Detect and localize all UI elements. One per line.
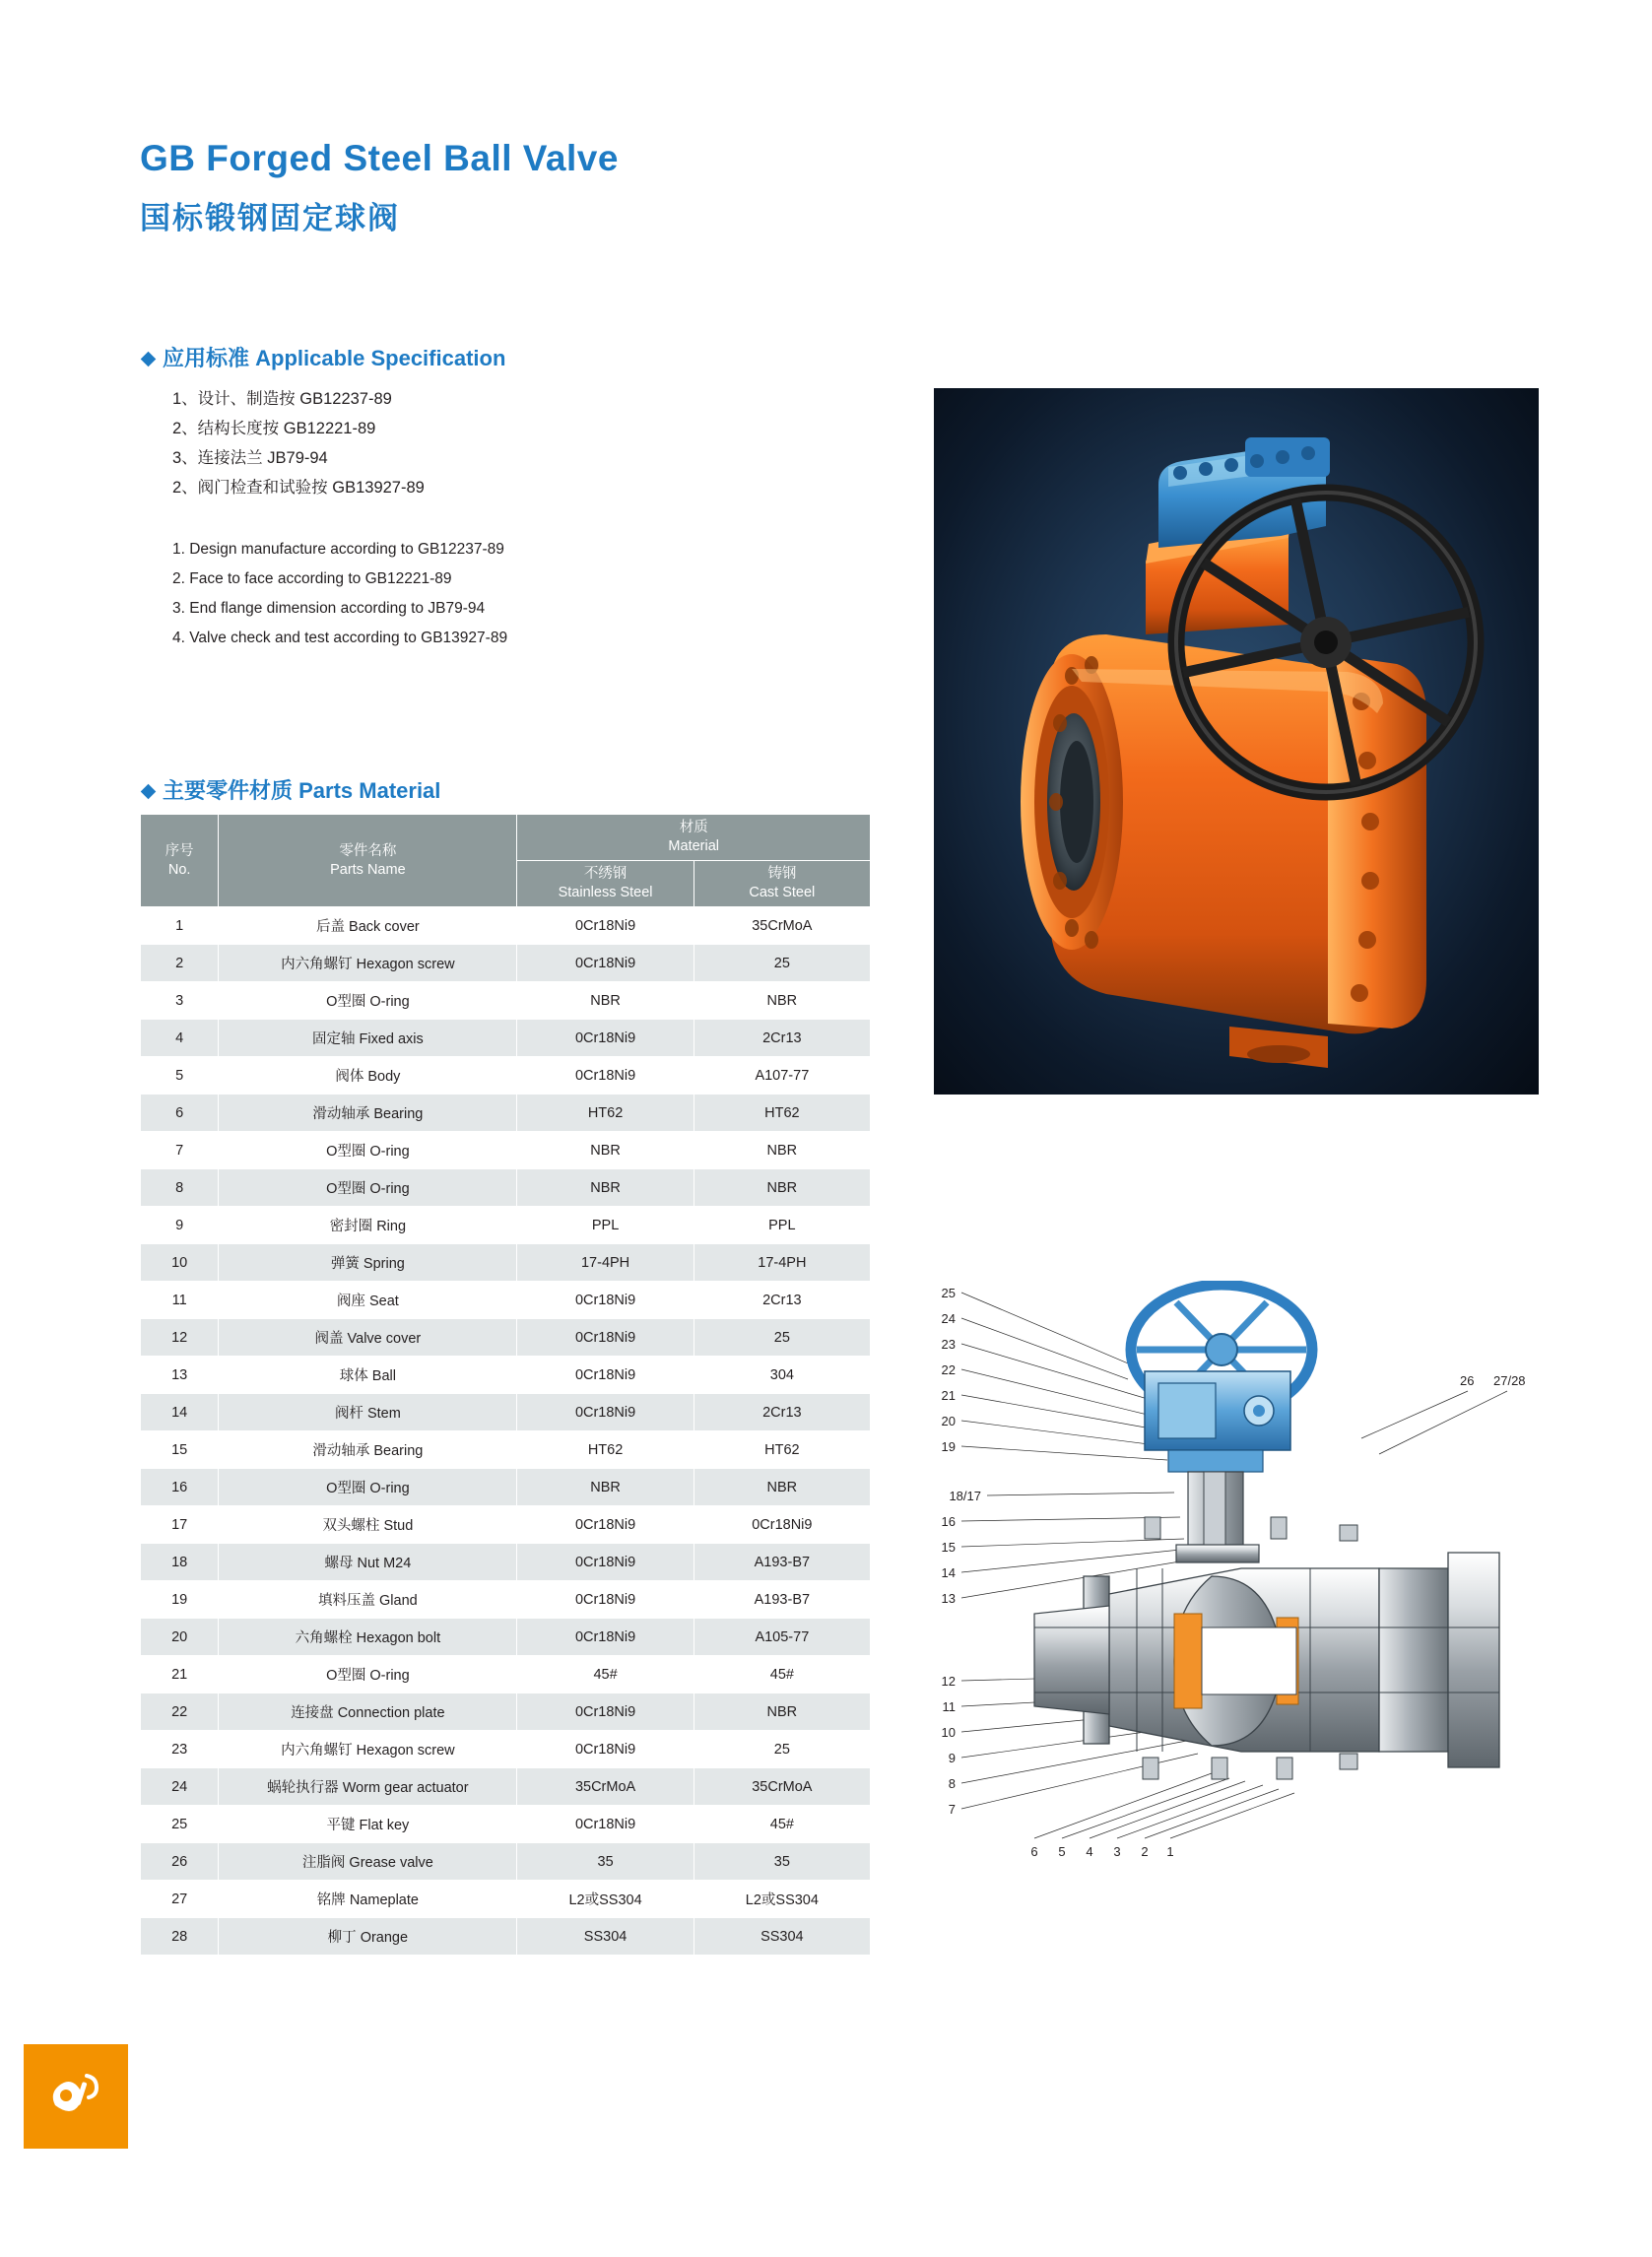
svg-text:24: 24	[941, 1311, 956, 1326]
valve-cutaway-drawing	[916, 1281, 1547, 1901]
header-parts-name: 零件名称 Parts Name	[219, 815, 517, 907]
cell-no: 19	[141, 1581, 219, 1619]
cell-no: 6	[141, 1095, 219, 1132]
cell-parts-name: 连接盘 Connection plate	[219, 1693, 517, 1731]
table-row	[141, 1806, 871, 1843]
cell-no: 28	[141, 1918, 219, 1956]
cell-no: 21	[141, 1656, 219, 1693]
table-row	[141, 1469, 871, 1506]
cell-parts-name: 阀杆 Stem	[219, 1394, 517, 1431]
diamond-bullet-icon	[141, 784, 157, 800]
cell-cast-steel: 304	[694, 1357, 870, 1394]
svg-text:14: 14	[941, 1565, 956, 1580]
cell-no: 13	[141, 1357, 219, 1394]
cell-no: 14	[141, 1394, 219, 1431]
section-heading-specification	[143, 342, 505, 372]
cell-cast-steel: 17-4PH	[694, 1244, 870, 1282]
table-row	[141, 1394, 871, 1431]
cell-stainless-steel: 0Cr18Ni9	[517, 1731, 694, 1768]
cell-no: 9	[141, 1207, 219, 1244]
svg-text:5: 5	[1058, 1844, 1066, 1859]
cell-stainless-steel: 0Cr18Ni9	[517, 1619, 694, 1656]
cell-stainless-steel: NBR	[517, 1132, 694, 1169]
cell-stainless-steel: 35	[517, 1843, 694, 1881]
svg-text:21: 21	[941, 1388, 956, 1403]
cell-parts-name: 内六角螺钉 Hexagon screw	[219, 1731, 517, 1768]
cutaway-illustration	[916, 1281, 1547, 1901]
cell-stainless-steel: 0Cr18Ni9	[517, 1806, 694, 1843]
cell-no: 1	[141, 907, 219, 945]
table-row	[141, 1656, 871, 1693]
cell-parts-name: 固定轴 Fixed axis	[219, 1020, 517, 1057]
cell-no: 23	[141, 1731, 219, 1768]
table-row	[141, 1506, 871, 1544]
cell-no: 24	[141, 1768, 219, 1806]
cell-cast-steel: NBR	[694, 1469, 870, 1506]
cell-cast-steel: 35CrMoA	[694, 907, 870, 945]
cell-stainless-steel: 0Cr18Ni9	[517, 1357, 694, 1394]
drawing-right-labels	[1460, 1373, 1526, 1388]
cell-cast-steel: PPL	[694, 1207, 870, 1244]
cell-no: 26	[141, 1843, 219, 1881]
cell-stainless-steel: PPL	[517, 1207, 694, 1244]
cell-stainless-steel: 0Cr18Ni9	[517, 1581, 694, 1619]
cell-no: 20	[141, 1619, 219, 1656]
cell-parts-name: 球体 Ball	[219, 1357, 517, 1394]
header-no: 序号 No.	[141, 815, 219, 907]
cell-stainless-steel: NBR	[517, 982, 694, 1020]
cell-no: 12	[141, 1319, 219, 1357]
corner-logo	[24, 2044, 128, 2149]
cell-cast-steel: HT62	[694, 1095, 870, 1132]
page-left-edge	[0, 0, 24, 2257]
cell-cast-steel: 0Cr18Ni9	[694, 1506, 870, 1544]
table-row	[141, 1169, 871, 1207]
cell-no: 16	[141, 1469, 219, 1506]
cell-stainless-steel: 0Cr18Ni9	[517, 945, 694, 982]
table-header	[141, 815, 871, 907]
table-row	[141, 1207, 871, 1244]
cell-parts-name: O型圈 O-ring	[219, 982, 517, 1020]
cell-parts-name: 阀盖 Valve cover	[219, 1319, 517, 1357]
cell-cast-steel: 2Cr13	[694, 1394, 870, 1431]
parts-material-table	[140, 814, 871, 1956]
svg-text:9: 9	[948, 1751, 956, 1765]
cell-parts-name: 内六角螺钉 Hexagon screw	[219, 945, 517, 982]
spec-en-item: 2. Face to face according to GB12221-89	[172, 570, 452, 587]
section-heading-parts-material-label: 主要零件材质 Parts Material	[163, 778, 441, 803]
cell-cast-steel: A193-B7	[694, 1581, 870, 1619]
table-row	[141, 982, 871, 1020]
svg-text:19: 19	[941, 1439, 956, 1454]
cell-parts-name: 注脂阀 Grease valve	[219, 1843, 517, 1881]
cell-stainless-steel: 0Cr18Ni9	[517, 907, 694, 945]
cell-parts-name: 螺母 Nut M24	[219, 1544, 517, 1581]
svg-text:2: 2	[1141, 1844, 1149, 1859]
cell-no: 4	[141, 1020, 219, 1057]
cell-cast-steel: 25	[694, 945, 870, 982]
svg-text:22: 22	[941, 1362, 956, 1377]
table-row	[141, 1319, 871, 1357]
cell-no: 25	[141, 1806, 219, 1843]
svg-text:6: 6	[1030, 1844, 1038, 1859]
table-row	[141, 1918, 871, 1956]
cell-parts-name: 平键 Flat key	[219, 1806, 517, 1843]
cell-stainless-steel: HT62	[517, 1095, 694, 1132]
spec-en-item: 4. Valve check and test according to GB13927-89	[172, 630, 508, 646]
specification-list-en	[172, 535, 507, 653]
table-row	[141, 1768, 871, 1806]
spec-en-item: 1. Design manufacture according to GB12237-89	[172, 541, 504, 558]
svg-text:16: 16	[941, 1514, 956, 1529]
cell-stainless-steel: SS304	[517, 1918, 694, 1956]
cell-cast-steel: HT62	[694, 1431, 870, 1469]
table-row	[141, 1619, 871, 1656]
section-heading-specification-label: 应用标准 Applicable Specification	[163, 346, 506, 370]
cell-cast-steel: NBR	[694, 982, 870, 1020]
table-row	[141, 1843, 871, 1881]
cell-no: 3	[141, 982, 219, 1020]
cell-stainless-steel: 45#	[517, 1656, 694, 1693]
svg-text:1: 1	[1166, 1844, 1174, 1859]
cell-stainless-steel: NBR	[517, 1169, 694, 1207]
table-row	[141, 1132, 871, 1169]
table-row	[141, 1544, 871, 1581]
svg-text:13: 13	[941, 1591, 956, 1606]
cell-cast-steel: A193-B7	[694, 1544, 870, 1581]
table-row	[141, 1693, 871, 1731]
spec-en-item: 3. End flange dimension according to JB79-94	[172, 600, 486, 617]
cell-parts-name: O型圈 O-ring	[219, 1469, 517, 1506]
cell-parts-name: 滑动轴承 Bearing	[219, 1431, 517, 1469]
cell-no: 17	[141, 1506, 219, 1544]
svg-text:18/17: 18/17	[949, 1489, 981, 1503]
table-header-row-1	[141, 815, 871, 861]
cell-parts-name: 密封圈 Ring	[219, 1207, 517, 1244]
cell-cast-steel: 35CrMoA	[694, 1768, 870, 1806]
cell-stainless-steel: NBR	[517, 1469, 694, 1506]
cell-stainless-steel: L2或SS304	[517, 1881, 694, 1918]
cell-parts-name: 弹簧 Spring	[219, 1244, 517, 1282]
cell-cast-steel: L2或SS304	[694, 1881, 870, 1918]
page-title-cn: 国标锻钢固定球阀	[140, 201, 400, 235]
svg-text:10: 10	[941, 1725, 956, 1740]
cell-stainless-steel: 0Cr18Ni9	[517, 1506, 694, 1544]
cell-stainless-steel: 0Cr18Ni9	[517, 1020, 694, 1057]
cell-no: 27	[141, 1881, 219, 1918]
cell-cast-steel: 2Cr13	[694, 1020, 870, 1057]
cell-parts-name: 铭牌 Nameplate	[219, 1881, 517, 1918]
cell-no: 2	[141, 945, 219, 982]
header-material: 材质 Material	[517, 815, 871, 861]
section-heading-parts-material	[143, 774, 440, 805]
table-row	[141, 1731, 871, 1768]
drawing-bottom-labels	[1030, 1844, 1173, 1859]
valve-logo-icon	[43, 2066, 108, 2127]
cell-stainless-steel: 17-4PH	[517, 1244, 694, 1282]
spec-cn-item: 2、阀门检查和试验按 GB13927-89	[172, 479, 425, 497]
product-photo	[934, 388, 1539, 1095]
cell-stainless-steel: 0Cr18Ni9	[517, 1057, 694, 1095]
table-row	[141, 1357, 871, 1394]
cell-no: 22	[141, 1693, 219, 1731]
svg-text:25: 25	[941, 1286, 956, 1300]
table-row	[141, 1244, 871, 1282]
table-row	[141, 1020, 871, 1057]
table-row	[141, 1881, 871, 1918]
cell-stainless-steel: 0Cr18Ni9	[517, 1319, 694, 1357]
cell-no: 10	[141, 1244, 219, 1282]
cell-no: 8	[141, 1169, 219, 1207]
svg-text:26: 26	[1460, 1373, 1475, 1388]
svg-text:15: 15	[941, 1540, 956, 1555]
svg-text:4: 4	[1086, 1844, 1093, 1859]
cell-parts-name: 滑动轴承 Bearing	[219, 1095, 517, 1132]
spec-cn-item: 2、结构长度按 GB12221-89	[172, 420, 376, 437]
table-body	[141, 907, 871, 1956]
cell-cast-steel: 25	[694, 1731, 870, 1768]
cell-parts-name: 柳丁 Orange	[219, 1918, 517, 1956]
cell-cast-steel: A107-77	[694, 1057, 870, 1095]
cell-stainless-steel: 35CrMoA	[517, 1768, 694, 1806]
spec-cn-item: 3、连接法兰 JB79-94	[172, 449, 328, 467]
cell-parts-name: 蜗轮执行器 Worm gear actuator	[219, 1768, 517, 1806]
cell-parts-name: 阀体 Body	[219, 1057, 517, 1095]
cell-no: 7	[141, 1132, 219, 1169]
header-cast-steel: 铸钢 Cast Steel	[694, 861, 870, 907]
specification-list-cn	[172, 384, 425, 502]
cell-parts-name: O型圈 O-ring	[219, 1169, 517, 1207]
cell-no: 15	[141, 1431, 219, 1469]
table-row	[141, 945, 871, 982]
table-row	[141, 1581, 871, 1619]
cell-cast-steel: NBR	[694, 1693, 870, 1731]
svg-text:8: 8	[948, 1776, 956, 1791]
diamond-bullet-icon	[141, 352, 157, 367]
cell-cast-steel: 2Cr13	[694, 1282, 870, 1319]
svg-text:20: 20	[941, 1414, 956, 1428]
ball-valve-photo-illustration	[934, 388, 1539, 1095]
cell-parts-name: 双头螺柱 Stud	[219, 1506, 517, 1544]
cell-parts-name: O型圈 O-ring	[219, 1656, 517, 1693]
svg-text:11: 11	[942, 1699, 956, 1714]
header-stainless-steel: 不绣钢 Stainless Steel	[517, 861, 694, 907]
table-row	[141, 1057, 871, 1095]
cell-no: 11	[141, 1282, 219, 1319]
cell-parts-name: 填料压盖 Gland	[219, 1581, 517, 1619]
cell-parts-name: O型圈 O-ring	[219, 1132, 517, 1169]
cell-parts-name: 后盖 Back cover	[219, 907, 517, 945]
svg-text:27/28: 27/28	[1493, 1373, 1526, 1388]
cell-cast-steel: 35	[694, 1843, 870, 1881]
cell-parts-name: 阀座 Seat	[219, 1282, 517, 1319]
cell-stainless-steel: 0Cr18Ni9	[517, 1394, 694, 1431]
cell-no: 5	[141, 1057, 219, 1095]
cell-no: 18	[141, 1544, 219, 1581]
cell-cast-steel: 25	[694, 1319, 870, 1357]
cell-parts-name: 六角螺栓 Hexagon bolt	[219, 1619, 517, 1656]
cell-stainless-steel: 0Cr18Ni9	[517, 1693, 694, 1731]
cell-cast-steel: NBR	[694, 1169, 870, 1207]
table-row	[141, 1095, 871, 1132]
cell-stainless-steel: HT62	[517, 1431, 694, 1469]
cell-cast-steel: SS304	[694, 1918, 870, 1956]
cell-stainless-steel: 0Cr18Ni9	[517, 1544, 694, 1581]
spec-cn-item: 1、设计、制造按 GB12237-89	[172, 390, 392, 408]
drawing-left-labels	[942, 1286, 981, 1817]
page-title-en: GB Forged Steel Ball Valve	[140, 138, 619, 178]
svg-text:23: 23	[941, 1337, 956, 1352]
table-row	[141, 1282, 871, 1319]
cell-cast-steel: 45#	[694, 1806, 870, 1843]
svg-text:3: 3	[1113, 1844, 1121, 1859]
table-row	[141, 907, 871, 945]
cell-stainless-steel: 0Cr18Ni9	[517, 1282, 694, 1319]
svg-text:12: 12	[941, 1674, 956, 1689]
table-row	[141, 1431, 871, 1469]
cell-cast-steel: 45#	[694, 1656, 870, 1693]
cell-cast-steel: NBR	[694, 1132, 870, 1169]
cell-cast-steel: A105-77	[694, 1619, 870, 1656]
svg-text:7: 7	[948, 1802, 956, 1817]
